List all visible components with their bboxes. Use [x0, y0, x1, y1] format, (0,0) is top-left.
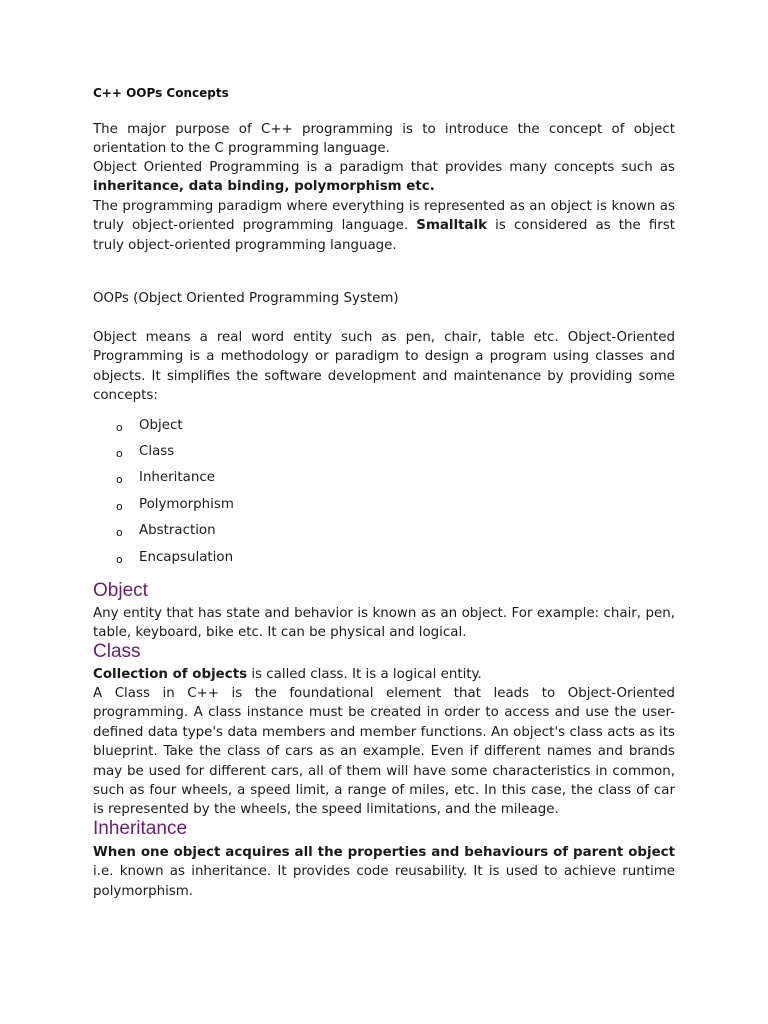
inheritance-bold: When one object acquires all the properties and behaviours of parent object [93, 845, 675, 860]
class-paragraph: A Class in C++ is the foundational element that leads to Object-Oriented programming. A class instance must be created in order to access and use the user-defined data type's data members and member functions. An object's class acts as its blueprint. Take the class of cars as an example. Even if different names and brands may be used for different cars, all of them will have some characteristics in common, such as four wheels, a speed limit, a range of miles, etc. In this case, the class of car is represented by the wheels, the speed limitations, and the mileage. [93, 686, 675, 818]
bullet-icon: o [116, 552, 123, 566]
document-title: C++ OOPs Concepts [93, 86, 229, 100]
list-item [116, 518, 234, 544]
bullet-icon: o [116, 499, 123, 513]
intro-paragraph-3 [93, 197, 675, 255]
list-item [116, 438, 234, 464]
oops-paragraph: Object means a real word entity such as pen, chair, table etc. Object-Oriented Programming is a methodology or paradigm to design a program using classes and objects. It simplifies the software development and maintenance by providing some concepts: [93, 330, 675, 404]
concept-label: Encapsulation [139, 549, 234, 565]
class-definition-rest: is called class. It is a logical entity. [247, 667, 482, 682]
concept-label: Inheritance [139, 470, 215, 486]
object-paragraph: Any entity that has state and behavior is known as an object. For example: chair, pen, table, keyboard, bike etc. It can be physical and logical. [93, 606, 675, 641]
intro-text-3: The programming paradigm where everything is represented as an object is known as truly object-oriented programming language. [93, 199, 675, 234]
oops-heading: OOPs (Object Oriented Programming System) [93, 291, 399, 306]
intro-text-3-end: is considered as the first truly object-oriented programming language. [93, 218, 676, 253]
bullet-icon: o [116, 526, 123, 540]
concept-label: Class [139, 444, 175, 460]
bullet-icon: o [116, 447, 123, 461]
bullet-icon: o [116, 473, 123, 487]
object-heading: Object [93, 580, 148, 601]
list-item [116, 491, 234, 517]
intro-text-2: Object Oriented Programming is a paradigm that provides many concepts such as [93, 160, 675, 175]
intro-paragraph-1 [93, 120, 675, 159]
inheritance-heading: Inheritance [93, 818, 188, 839]
intro-text-1: The major purpose of C++ programming is to introduce the concept of object orientation to the C programming language. [93, 122, 675, 157]
class-bold-collection: Collection of objects [93, 667, 248, 682]
bullet-icon: o [116, 420, 123, 434]
class-definition [93, 665, 675, 684]
intro-bold-smalltalk: Smalltalk [416, 218, 488, 234]
concept-label: Abstraction [139, 523, 216, 539]
class-heading: Class [93, 641, 141, 662]
inheritance-text-rest: i.e. known as inheritance. It provides code reusability. It is used to achieve runtime polymorphism. [93, 864, 675, 899]
concept-list [116, 412, 234, 570]
concept-label: Polymorphism [139, 496, 234, 512]
intro-paragraph-2 [93, 158, 675, 197]
intro-bold-concepts: inheritance, data binding, polymorphism etc. [93, 179, 435, 195]
inheritance-paragraph [93, 843, 675, 901]
concept-label: Object [139, 417, 183, 433]
list-item [116, 412, 234, 438]
list-item [116, 465, 234, 491]
list-item [116, 544, 234, 570]
